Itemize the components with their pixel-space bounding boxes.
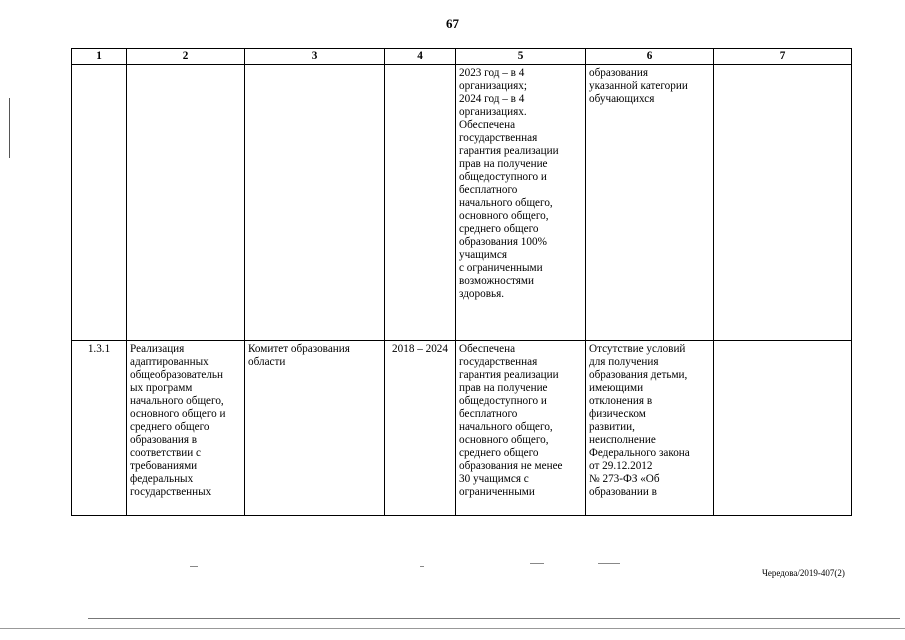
cell-text-line: начального общего, (130, 395, 224, 407)
cell-text-line: Федерального закона (589, 447, 690, 459)
cell-text-line: среднего общего (459, 223, 539, 235)
cell-text-line: Обеспечена (459, 343, 516, 355)
cell-result (456, 65, 586, 341)
cell-text-line: образования (589, 67, 649, 79)
header-col-2: 2 (127, 49, 245, 65)
cell-text-line: государственная (459, 356, 538, 368)
cell-note (714, 65, 852, 341)
cell-activity (127, 341, 245, 516)
cell-number: 1.3.1 (72, 341, 127, 516)
cell-text-line: среднего общего (459, 447, 539, 459)
cell-consequence (586, 341, 714, 516)
cell-text-line: № 273-ФЗ «Об (589, 473, 660, 485)
table-header-row (72, 49, 852, 65)
scan-dash (598, 563, 620, 564)
cell-text-line: федеральных (130, 473, 194, 485)
cell-text-line: адаптированных (130, 356, 209, 368)
cell-period (385, 65, 456, 341)
cell-text-line: области (248, 356, 286, 368)
cell-text-line: указанной категории (589, 80, 688, 92)
table-row (72, 341, 852, 516)
cell-text-line: бесплатного (459, 184, 518, 196)
margin-mark (9, 98, 10, 158)
cell-text-line: 2024 год – в 4 (459, 93, 525, 105)
cell-text-line: образования детьми, (589, 369, 688, 381)
cell-text-line: гарантия реализации (459, 369, 559, 381)
cell-text-line: имеющими (589, 382, 644, 394)
cell-number (72, 65, 127, 341)
cell-text-line: среднего общего (130, 421, 210, 433)
header-col-7: 7 (714, 49, 852, 65)
header-col-5: 5 (456, 49, 586, 65)
cell-text-line: обучающихся (589, 93, 655, 105)
cell-text-line: организациях. (459, 106, 527, 118)
cell-text-line: развитии, (589, 421, 635, 433)
cell-text-line: начального общего, (459, 197, 553, 209)
program-table (71, 48, 852, 516)
cell-text-line: основного общего, (459, 434, 549, 446)
cell-text-line: образования не менее (459, 460, 563, 472)
cell-text-line: Отсутствие условий (589, 343, 686, 355)
cell-text-line: образования в (130, 434, 198, 446)
page-number: 67 (446, 16, 459, 31)
table-row (72, 65, 852, 341)
cell-text-line: образовании в (589, 486, 657, 498)
cell-executor (245, 341, 385, 516)
footer-document-code: Чередова/2019-407(2) (762, 568, 845, 578)
cell-text-line: для получения (589, 356, 659, 368)
cell-text-line: 2023 год – в 4 (459, 67, 525, 79)
cell-executor (245, 65, 385, 341)
cell-text-line: с ограниченными (459, 262, 543, 274)
cell-text-line: образования 100% (459, 236, 547, 248)
cell-text-line: учащимся (459, 249, 507, 261)
cell-text-line: физическом (589, 408, 646, 420)
cell-text-line: государственная (459, 132, 538, 144)
cell-text-line: общедоступного и (459, 171, 547, 183)
scan-dash (190, 566, 198, 567)
cell-text-line: 30 учащимся с (459, 473, 529, 485)
cell-text-line: Реализация (130, 343, 185, 355)
cell-text-line: организациях; (459, 80, 527, 92)
cell-consequence (586, 65, 714, 341)
cell-text-line: Обеспечена (459, 119, 516, 131)
cell-text-line: ограниченными (459, 486, 535, 498)
scan-dash (420, 566, 424, 567)
scan-dash (530, 563, 544, 564)
cell-text-line: общеобразовательн (130, 369, 223, 381)
cell-text-line: требованиями (130, 460, 198, 472)
cell-text-line: соответствии с (130, 447, 201, 459)
header-col-4: 4 (385, 49, 456, 65)
header-col-6: 6 (586, 49, 714, 65)
cell-text-line: основного общего, (459, 210, 549, 222)
cell-result (456, 341, 586, 516)
cell-period: 2018 – 2024 (385, 341, 456, 516)
scan-line (0, 628, 905, 629)
scan-line (88, 618, 900, 619)
cell-text-line: общедоступного и (459, 395, 547, 407)
header-col-1: 1 (72, 49, 127, 65)
cell-text-line: основного общего и (130, 408, 226, 420)
cell-text-line: прав на получение (459, 158, 548, 170)
cell-text-line: ых программ (130, 382, 193, 394)
cell-text-line: возможностями (459, 275, 534, 287)
cell-text-line: начального общего, (459, 421, 553, 433)
cell-text-line: неисполнение (589, 434, 656, 446)
header-col-3: 3 (245, 49, 385, 65)
cell-text-line: Комитет образования (248, 343, 350, 355)
cell-text-line: государственных (130, 486, 212, 498)
cell-text-line: бесплатного (459, 408, 518, 420)
cell-text-line: от 29.12.2012 (589, 460, 653, 472)
cell-text-line: гарантия реализации (459, 145, 559, 157)
cell-activity (127, 65, 245, 341)
cell-note (714, 341, 852, 516)
cell-text-line: прав на получение (459, 382, 548, 394)
cell-text-line: здоровья. (459, 288, 505, 300)
cell-text-line: отклонения в (589, 395, 653, 407)
